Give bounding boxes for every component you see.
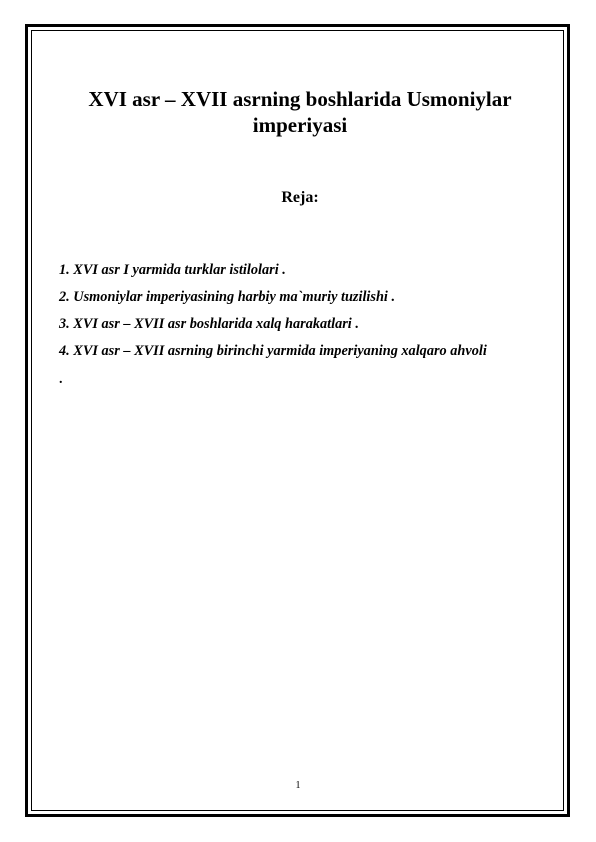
plan-heading: Reja: <box>281 189 319 206</box>
page-number: 1 <box>295 780 301 791</box>
plan-item-3: 3. XVI asr – XVII asr boshlarida xalq harakatlari . <box>59 316 359 332</box>
document-title: XVI asr – XVII asrning boshlarida Usmoniylar imperiyasi <box>88 87 512 137</box>
plan-item-4-trailing-period: . <box>59 372 63 387</box>
plan-item-1: 1. XVI asr I yarmida turklar istilolari . <box>59 262 286 278</box>
plan-item-2: 2. Usmoniylar imperiyasining harbiy ma`muriy tuzilishi . <box>59 289 396 305</box>
page-border-inner <box>31 30 564 811</box>
plan-item-4: 4. XVI asr – XVII asrning birinchi yarmida imperiyaning xalqaro ahvoli <box>59 343 487 359</box>
plan-list <box>59 261 559 369</box>
